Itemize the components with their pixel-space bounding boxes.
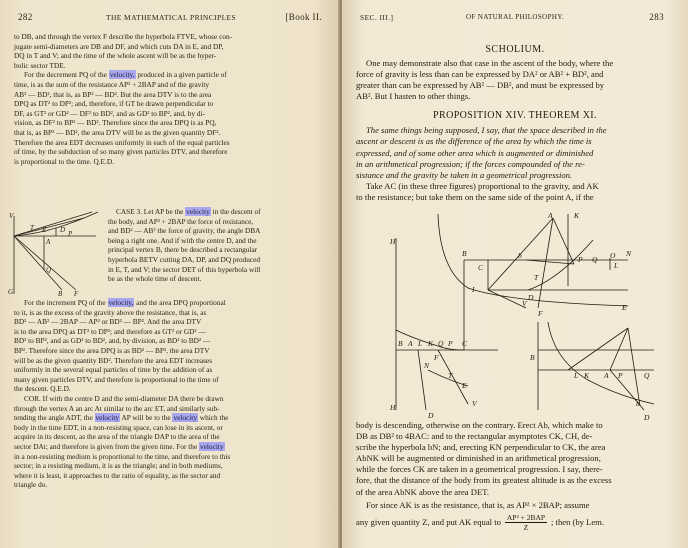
fraction	[505, 513, 547, 532]
text-line: in E, T, and V; the sector DET of this hyperbola will	[108, 264, 261, 274]
text-line: scribe the hyperbola bN; and, erecting KN perpendicular to CK, the area	[356, 442, 606, 453]
figure-label: F	[74, 290, 79, 298]
text-line: be as the whole time of descent.	[108, 274, 202, 284]
text-line: that is, as BP² — BD², the area DTV will be as the given quantity DF².	[14, 127, 221, 137]
text-line: time, is as the sum of the resistance AP² + 2BAP and of the gravity	[14, 79, 210, 89]
figure-label: T	[448, 371, 453, 380]
scholium-body	[356, 58, 674, 102]
text-line: BP². Therefore since the area DPQ is as BD² — BP², the area DTV	[14, 345, 210, 355]
text-line: is proportional to the time. Q.E.D.	[14, 156, 114, 166]
text-line: COR. If with the centre D and the semi-diameter DA there be drawn	[24, 393, 224, 403]
text-line: many given particles DTV, and therefore is proportional to the time of	[14, 374, 219, 384]
figure-label: H	[390, 403, 396, 412]
text-fragment: For the decrement PQ of the	[24, 70, 109, 80]
formula-line	[356, 513, 674, 532]
fraction-denominator: Z	[523, 522, 529, 532]
figure-label: B	[398, 339, 403, 348]
formula-pre: any given quantity Z, and put AK equal to	[356, 517, 501, 528]
text-line: where it is least, it approaches to the ratio of equality, as the sector and	[14, 470, 221, 480]
figure-label: P	[618, 371, 623, 380]
figure-line	[14, 236, 76, 290]
text-line: DB as DB² to 4BAC: and to the rectangular asymptotes CK, CH, de-	[356, 431, 593, 442]
search-highlight[interactable]: velocity	[95, 413, 120, 423]
figure-label: F	[434, 353, 439, 362]
text-line: AB² — BD², that is, as BP² — BD². But the area DTV is to the area	[14, 89, 212, 99]
text-line: of the area AbNK above the area DET.	[356, 486, 489, 497]
figure-label: E	[462, 381, 467, 390]
text-line: For since AK is as the resistance, that is, as AP² × 2BAP; assume	[366, 499, 590, 510]
text-line	[14, 70, 328, 80]
text-line: Take AC (in these three figures) proportional to the gravity, and AK	[366, 180, 599, 191]
text-line: will be as the given quantity BD². Therefore the area EDT increases	[14, 355, 213, 365]
take-paragraph	[356, 181, 674, 203]
figure-line	[538, 218, 553, 308]
text-fragment: and the area DPQ proportional	[134, 298, 226, 307]
figure-label: L	[574, 371, 579, 380]
text-line: of time, by the subduction of so many given particles DTV, and therefore	[14, 147, 228, 157]
figure-line	[418, 350, 426, 410]
figure-label: b	[636, 399, 640, 408]
figure-label: C	[478, 263, 484, 272]
text-line: vision, as DF² to BP² — BD². Therefore since the area DPQ is as PQ,	[14, 118, 217, 128]
figure-label: K	[584, 371, 590, 380]
figure-label: A	[604, 371, 609, 380]
text-fragment: sector DAt; and therefore is given from the given time. For the	[14, 441, 200, 451]
figure-label: F	[538, 309, 543, 318]
figure-label: E	[622, 303, 627, 312]
figure-label: B	[58, 290, 63, 298]
figure-label: A	[548, 211, 553, 220]
text-line: sector; in a resisting medium, it is as the triangle; and in both mediums,	[14, 461, 223, 471]
figure-label: I	[472, 285, 475, 294]
figure-label: P	[448, 339, 453, 348]
text-line: while the forces CK are taken in a geometrical progression. I say, there-	[356, 464, 603, 475]
figure-label: B	[462, 249, 467, 258]
search-highlight[interactable]: velocity	[200, 441, 224, 451]
text-line: uniformly in the several equal particles of time by the addition of as	[14, 365, 213, 375]
text-fragment: CASE 3. Let AP be the	[116, 207, 186, 216]
figure-label: A	[46, 238, 51, 246]
figure-label: V	[9, 212, 14, 220]
figure-label: V	[522, 299, 527, 308]
bottom-paragraph	[356, 420, 674, 511]
text-line: DF, as GT² or GD² — DF² to BD², and as GD² to BP², and, by di-	[14, 108, 205, 118]
right-page-header	[356, 12, 674, 26]
text-line: in an arithmetical progression; if the forces compounded of the re-	[356, 158, 585, 169]
text-line: sistance and the gravity be taken in a geometrical progression.	[356, 169, 573, 180]
text-fragment: which the	[197, 413, 229, 423]
text-fragment: AP will be to the	[120, 413, 173, 423]
left-page	[0, 0, 340, 548]
search-highlight[interactable]: velocity,	[108, 298, 134, 307]
figure-label: T	[30, 224, 34, 232]
text-line: and BD² — AB² the force of gravity, the angle DBA	[108, 226, 261, 236]
figure-line	[14, 212, 92, 236]
text-line: acquire in its descent, as the area of the triangle DAP to the area of the	[14, 432, 220, 442]
text-line	[14, 413, 328, 423]
text-line: being a right one. And if with the centre D, and the	[108, 235, 257, 245]
figure-line	[14, 218, 84, 236]
figure-line	[553, 218, 574, 264]
text-line: in a non-resisting medium is proportional to the time, and therefore to this	[14, 451, 231, 461]
figure-label: G	[8, 288, 14, 296]
figure-label: Q	[438, 339, 444, 348]
right-running-title: OF NATURAL PHILOSOPHY.	[466, 13, 565, 21]
text-line: AB². But I hasten to other things.	[356, 91, 471, 102]
text-fragment: produced in a given particle of	[135, 70, 227, 80]
text-line: AbNK will be augmented or diminished in an arithmetical progression,	[356, 453, 601, 464]
text-line	[108, 207, 328, 217]
text-line: body in the time EDT, in a non-resisting space, can lose in its ascent, or	[14, 422, 223, 432]
left-page-header	[14, 12, 326, 26]
figure-line	[526, 260, 574, 264]
search-highlight[interactable]: velocity,	[109, 70, 135, 80]
figure-line	[628, 328, 640, 406]
text-line: through the vertex A an arc At similar to the arc ET, and similarly sub-	[14, 403, 220, 413]
figure-label: A	[408, 339, 413, 348]
text-fragment: tending the angle ADT, the	[14, 413, 95, 423]
text-line: to DB, and through the vertex F describe the hyperbola FTVE, whose con-	[14, 32, 233, 41]
right-page	[342, 0, 688, 548]
figure-label: H	[390, 237, 396, 246]
text-line: fore, that the distance of the body from its greatest altitude is as the excess	[356, 475, 612, 486]
figure-line	[14, 236, 62, 290]
figure-label: K	[428, 339, 434, 348]
right-text-bottom	[356, 420, 674, 532]
text-line: BD² to BP², and as GD² to BD², and, by division, as BD² to BD² —	[14, 336, 211, 346]
figure-line	[488, 290, 526, 308]
text-line: triangle do.	[14, 480, 48, 490]
text-line: DPQ as DT² to DP²; and, therefore, if GT be drawn perpendicular to	[14, 99, 214, 109]
text-line: ascent or descent is as the difference of the area by which the time is	[356, 136, 592, 147]
figure-label: B	[530, 353, 535, 362]
left-text-top	[14, 32, 328, 166]
text-fragment: For the increment PQ of the	[24, 298, 108, 307]
text-line: The same things being supposed, I say, that the space described in the	[366, 125, 607, 136]
search-highlight[interactable]: velocity	[186, 207, 210, 216]
text-line: hyperbola BETV cutting DA, DP, and DQ produced	[108, 254, 261, 264]
figure-label: P	[578, 255, 583, 264]
text-line	[14, 298, 328, 308]
proposition-heading: PROPOSITION XIV. THEOREM XI.	[433, 110, 597, 122]
formula-post: ; then (by Lem.	[551, 517, 605, 528]
text-line: to the resistance; but take them on the same side of the point A, if the	[356, 191, 594, 202]
figure-label: D	[644, 413, 650, 422]
figure-label: D	[528, 293, 534, 302]
figure-label: L	[418, 339, 423, 348]
figure-label: N	[626, 249, 632, 258]
figure-label: Q	[592, 255, 598, 264]
text-line: One may demonstrate also that case in the ascent of the body, where the	[366, 58, 614, 68]
text-line: body is descending, otherwise on the contrary. Erect Ab, which make to	[356, 420, 603, 430]
text-line: greater than can be expressed by AB² — DB², and must be expressed by	[356, 80, 605, 91]
figure-label: E	[42, 226, 47, 234]
text-line: expressed, and of some other area which is augmented or diminished	[356, 147, 594, 158]
left-running-title: THE MATHEMATICAL PRINCIPLES	[106, 13, 237, 22]
right-text-top	[356, 44, 674, 203]
fraction-numerator: AP² + 2BAP	[506, 512, 546, 522]
figure-label: K	[574, 211, 580, 220]
scholium-heading: SCHOLIUM.	[485, 44, 545, 55]
figure-label: L	[614, 261, 619, 270]
left-book-label: [Book II.	[285, 12, 322, 22]
text-line: Therefore the area EDT decreases uniformly in each of the equal particles	[14, 137, 230, 147]
text-line: DQ in T and V; and the time of the whole ascent will be as the hyper-	[14, 51, 217, 61]
text-line: the descent. Q.E.D.	[14, 384, 71, 394]
theorem-statement	[356, 125, 674, 180]
figure-label: Q	[644, 371, 650, 380]
figure-label: D	[428, 411, 434, 420]
right-figure	[378, 210, 674, 424]
left-text-bottom	[14, 298, 328, 490]
figure-label: C	[462, 339, 468, 348]
figure-label: V	[472, 399, 477, 408]
figure-label: b	[518, 251, 522, 260]
figure-label: Q	[46, 266, 52, 274]
right-page-number: 283	[649, 12, 664, 22]
text-line: jugate semi-diameters are DB and DF, and which cuts DA in E, and DP,	[14, 41, 224, 51]
text-fragment: in the descent of	[210, 207, 261, 216]
left-page-number: 282	[18, 12, 33, 22]
left-figure	[6, 206, 102, 298]
text-line: is to the area DPQ as DT² to DP²; and therefore as GT² or GD² —	[14, 326, 206, 336]
text-line: BD² — AB² — 2BAP — AP² or BD² — BP². And the area DTV	[14, 317, 202, 327]
figure-curve	[528, 240, 593, 290]
figure-label: O	[610, 251, 616, 260]
figure-label: N	[424, 361, 430, 370]
figure-label: P	[68, 230, 73, 238]
right-section-label: SEC. III.]	[360, 13, 394, 22]
text-line: principal vertex B, there be described a rectangular	[108, 245, 258, 255]
text-line: to it, is as the excess of the gravity above the resistance, that is, as	[14, 307, 207, 317]
text-line: force of gravity is less than can be expressed by DA² or AB² + BD², and	[356, 69, 604, 80]
text-line	[14, 442, 328, 452]
text-line: the body, and AP² + 2BAP the force of resistance,	[108, 216, 254, 226]
case3-block	[108, 207, 328, 284]
text-line: bolic sector TDE.	[14, 60, 66, 70]
search-highlight[interactable]: velocity	[173, 413, 197, 423]
figure-label: T	[534, 273, 539, 282]
figure-label: D	[60, 226, 66, 234]
